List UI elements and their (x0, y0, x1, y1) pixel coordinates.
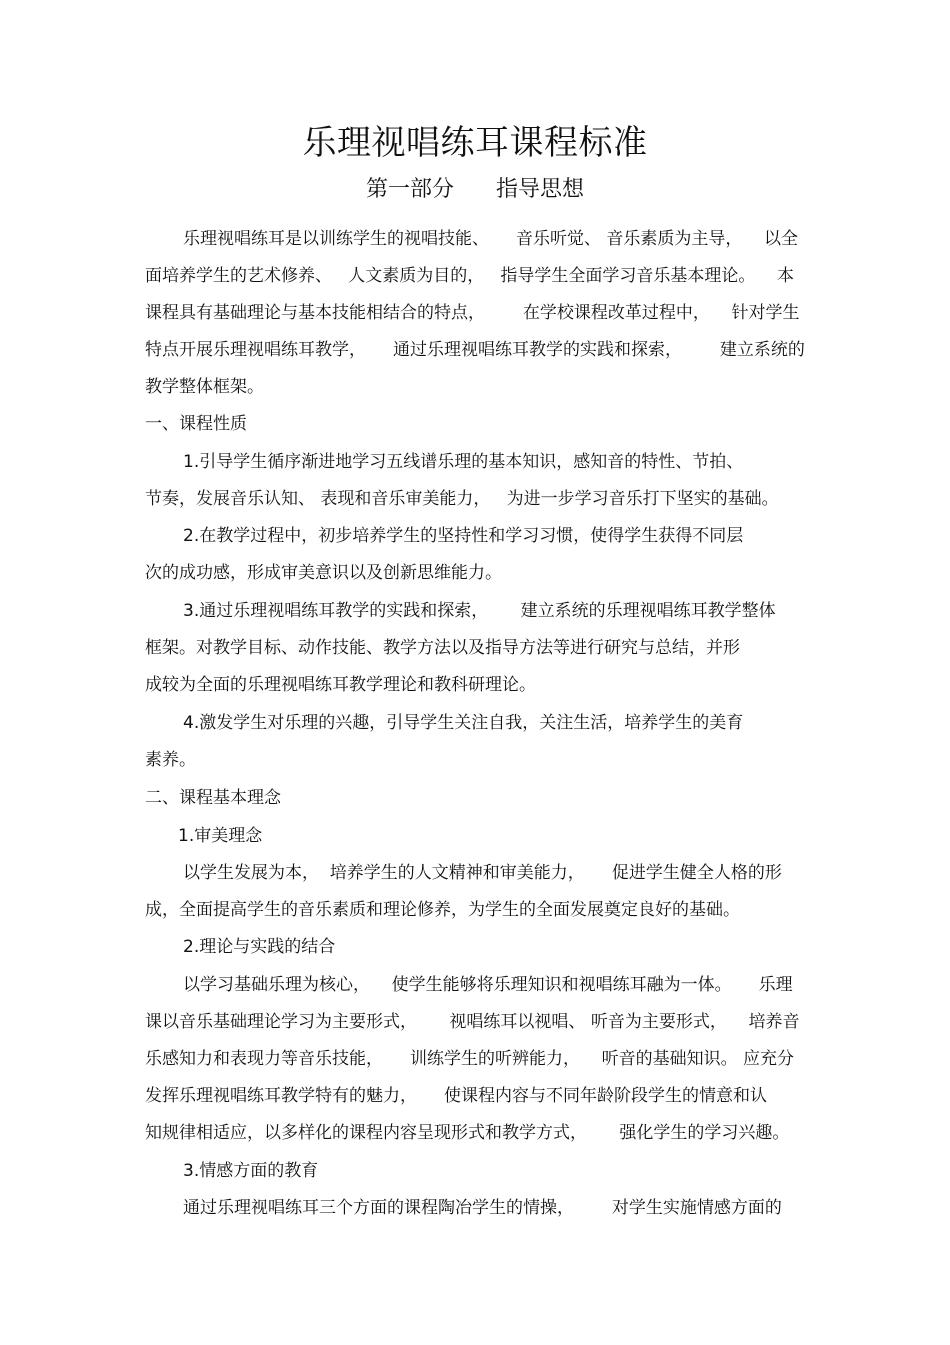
list-item-line: 3.通过乐理视唱练耳教学的实践和探索， 建立系统的乐理视唱练耳教学整体 (183, 601, 776, 621)
paragraph-line: 课程具有基础理论与基本技能相结合的特点， 在学校课程改革过程中， 针对学生 (145, 303, 800, 323)
list-item-line: 1.引导学生循序渐进地学习五线谱乐理的基本知识，感知音的特性、节拍、 (183, 452, 744, 472)
list-item-line: 4.激发学生对乐理的兴趣，引导学生关注自我，关注生活，培养学生的美育 (183, 713, 744, 733)
section-title: 一、课程性质 (145, 414, 247, 434)
subsection-title: 1.审美理念 (178, 826, 263, 846)
list-item-line: 节奏，发展音乐认知、 表现和音乐审美能力， 为进一步学习音乐打下坚实的基础。 (145, 489, 779, 509)
document-title: 乐理视唱练耳课程标准 (302, 123, 648, 163)
paragraph-line: 乐理视唱练耳是以训练学生的视唱技能、 音乐听觉、 音乐素质为主导， 以全 (183, 229, 799, 249)
paragraph-line: 以学生发展为本， 培养学生的人文精神和审美能力， 促进学生健全人格的形 (183, 863, 782, 883)
paragraph-line: 面培养学生的艺术修养、 人文素质为目的， 指导学生全面学习音乐基本理论。 本 (145, 266, 795, 286)
paragraph-line: 教学整体框架。 (145, 377, 264, 397)
paragraph-line: 特点开展乐理视唱练耳教学， 通过乐理视唱练耳教学的实践和探索， 建立系统的 (145, 340, 805, 360)
paragraph-line: 知规律相适应，以多样化的课程内容呈现形式和教学方式， 强化学生的学习兴趣。 (145, 1123, 790, 1143)
list-item-line: 次的成功感，形成审美意识以及创新思维能力。 (145, 563, 502, 583)
paragraph-line: 课以音乐基础理论学习为主要形式， 视唱练耳以视唱、 听音为主要形式， 培养音 (145, 1012, 800, 1032)
paragraph-line: 通过乐理视唱练耳三个方面的课程陶冶学生的情操， 对学生实施情感方面的 (183, 1198, 782, 1218)
section-heading: 第一部分 指导思想 (366, 177, 584, 202)
paragraph-line: 乐感知力和表现力等音乐技能， 训练学生的听辨能力， 听音的基础知识。 应充分 (145, 1049, 795, 1069)
section-title: 二、课程基本理念 (145, 788, 281, 808)
subsection-title: 3.情感方面的教育 (183, 1161, 319, 1181)
subsection-title: 2.理论与实践的结合 (183, 937, 336, 957)
list-item-line: 素养。 (145, 750, 196, 770)
list-item-line: 框架。对教学目标、动作技能、教学方法以及指导方法等进行研究与总结，并形 (145, 638, 740, 658)
paragraph-line: 成，全面提高学生的音乐素质和理论修养，为学生的全面发展奠定良好的基础。 (145, 900, 740, 920)
list-item-line: 成较为全面的乐理视唱练耳教学理论和教科研理论。 (145, 675, 536, 695)
paragraph-line: 以学习基础乐理为核心， 使学生能够将乐理知识和视唱练耳融为一体。 乐理 (183, 975, 793, 995)
list-item-line: 2.在教学过程中，初步培养学生的坚持性和学习习惯，使得学生获得不同层 (183, 526, 744, 546)
paragraph-line: 发挥乐理视唱练耳教学特有的魅力， 使课程内容与不同年龄阶段学生的情意和认 (145, 1086, 768, 1106)
